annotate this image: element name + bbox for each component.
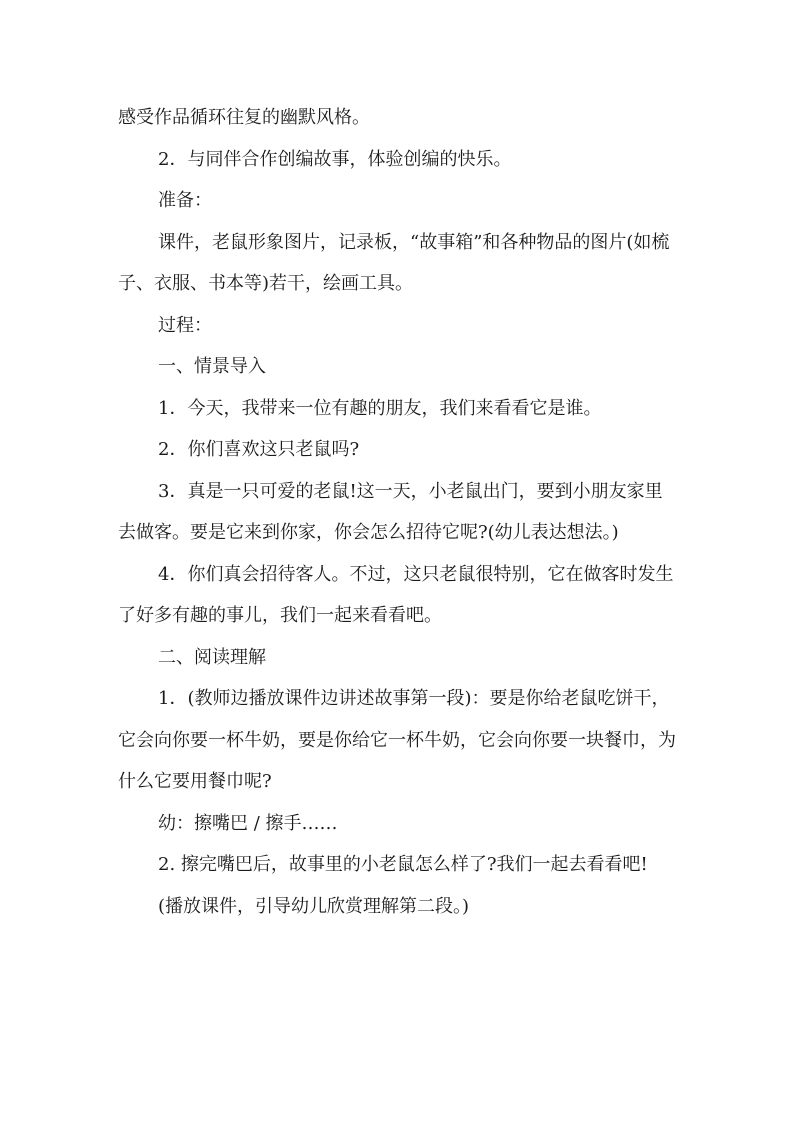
paragraph-8: 2．你们喜欢这只老鼠吗? [158,439,360,460]
paragraph-9: 3．真是一只可爱的老鼠!这一天，小老鼠出门，要到小朋友家里去做客。要是它来到你家，你会怎么招待它呢?(幼儿表达想法。) [118,480,663,543]
paragraph-4: 课件，老鼠形象图片，记录板，“故事箱”和各种物品的图片(如梳子、衣服、书本等)若干，绘画工具。 [118,231,670,294]
paragraph-10: 4．你们真会招待客人。不过，这只老鼠很特别，它在做客时发生了好多有趣的事儿，我们一起来看看吧。 [118,563,674,626]
paragraph-15: (播放课件，引导幼儿欣赏理解第二段。) [158,895,470,917]
paragraph-11: 二、阅读理解 [158,646,266,668]
document-body [118,97,678,927]
paragraph-2: 2．与同伴合作创编故事，体验创编的快乐。 [158,148,512,170]
paragraph-5: 过程： [158,314,212,336]
paragraph-7: 1．今天，我带来一位有趣的朋友，我们来看看它是谁。 [158,397,602,419]
paragraph-1: 感受作品循环往复的幽默风格。 [118,107,370,128]
paragraph-12: 1．(教师边播放课件边讲述故事第一段)：要是你给老鼠吃饼干，它会向你要一杯牛奶，要是你给它一杯牛奶，它会向你要一块餐巾，为什么它要用餐巾呢? [118,688,676,792]
paragraph-14: 2. 擦完嘴巴后，故事里的小老鼠怎么样了?我们一起去看看吧! [158,854,648,875]
paragraph-3: 准备： [158,190,212,211]
paragraph-6: 一、情景导入 [158,356,266,377]
paragraph-13: 幼：擦嘴巴 / 擦手…… [158,812,338,834]
